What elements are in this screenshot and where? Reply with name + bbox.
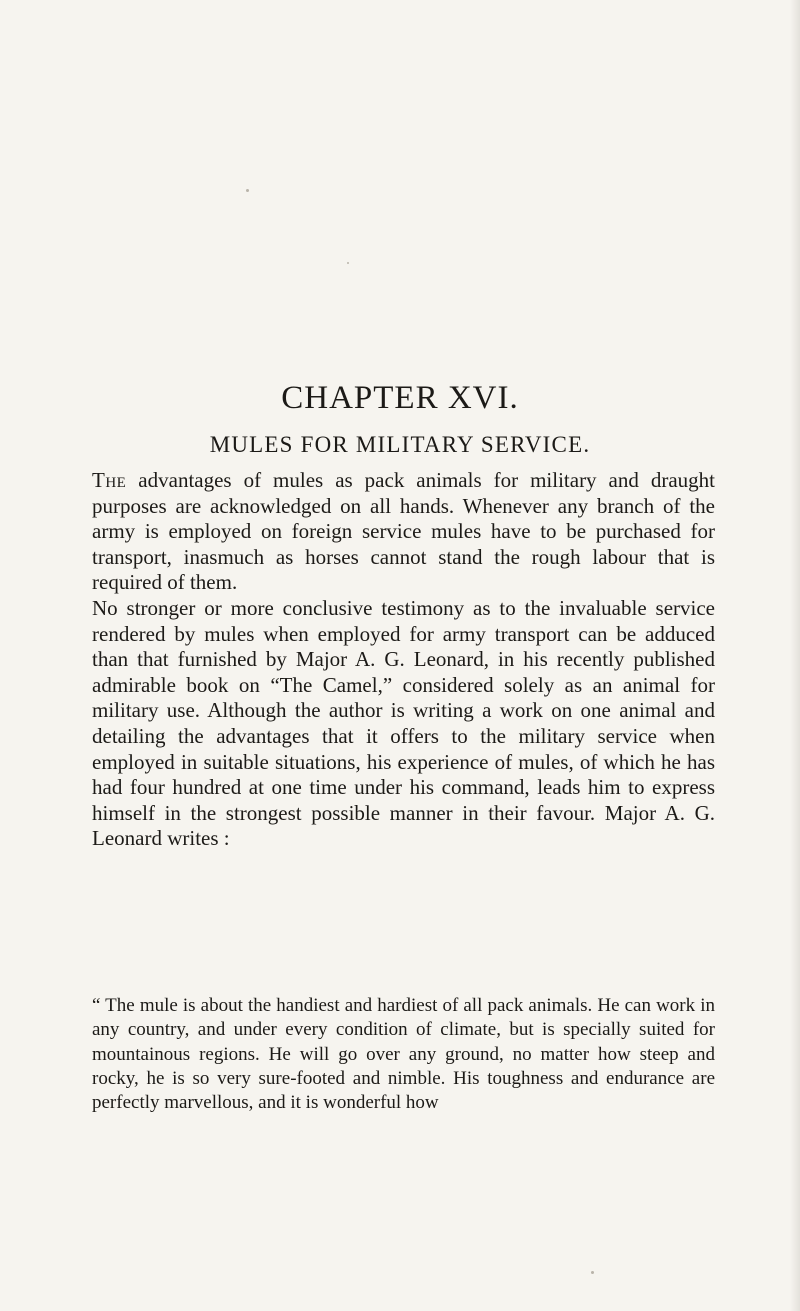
- chapter-title: CHAPTER XVI.: [281, 380, 519, 416]
- section-title: MULES FOR MILITARY SERVICE.: [209, 432, 591, 457]
- paragraph-1-text: advantages of mules as pack animals for military and draught purposes are acknowledged on all hands. Whenever any branch of the army is employed on foreign service mules have to be purchased for transport, inasmuch as horses cannot stand the rough labour that is required of them.: [92, 468, 715, 595]
- body-text: [92, 468, 715, 852]
- paper-speck: [591, 1271, 594, 1274]
- paragraph-2: No stronger or more conclusive testimony as to the invaluable service rendered by mules when employed for army transport can be adduced than that furnished by Major A. G. Leonard, in his recently published admirable book on “The Camel,” considered solely as an animal for military use. Although the author is writing a work on one animal and detailing the advantages that it offers to the military service when employed in suitable situations, his experience of mules, of which he has had four hundred at one time under his command, leads him to express himself in the strongest possible manner in their favour. Major A. G. Leonard writes :: [92, 595, 715, 851]
- block-quote: [92, 994, 715, 1115]
- page-edge-shadow: [790, 0, 800, 1311]
- paper-speck: [246, 189, 249, 192]
- quote-text: “ The mule is about the handiest and hardiest of all pack animals. He can work in any country, and under every condition of climate, but is specially suited for mountainous regions. He will go over any ground, no matter how steep and rocky, he is so very sure-footed and nimble. His toughness and endurance are perfectly marvellous, and it is wonderful how: [92, 995, 715, 1114]
- paragraph-1: [92, 468, 715, 596]
- paper-speck: [347, 262, 349, 264]
- paragraph-lead-word: The: [92, 468, 127, 492]
